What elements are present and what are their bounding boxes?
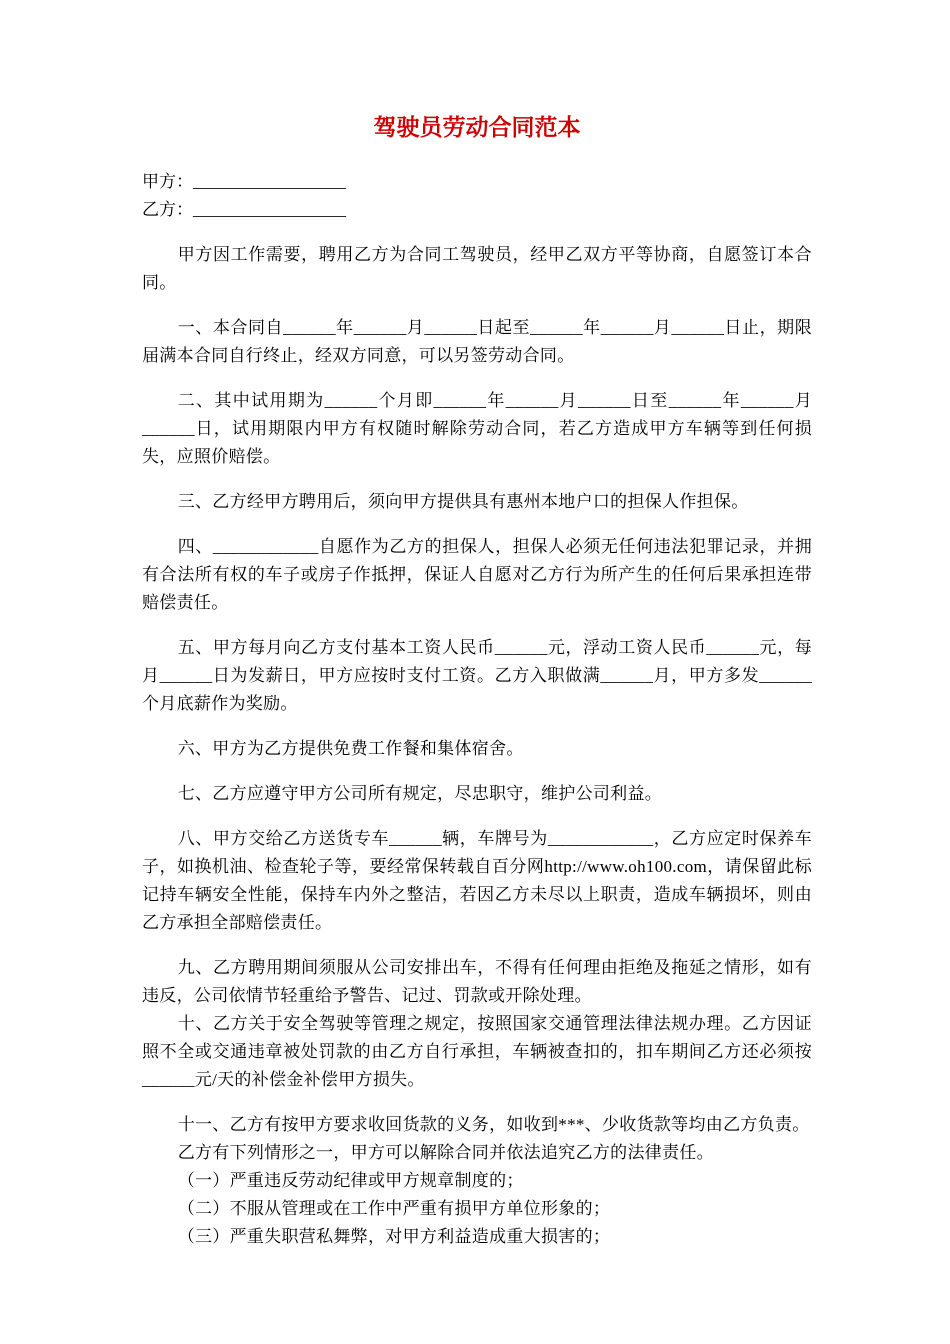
paragraph-clause-7: 七、乙方应遵守甲方公司所有规定，尽忠职守，维护公司利益。 [177, 784, 663, 803]
document-title: 驾驶员劳动合同范本 [373, 115, 581, 140]
paragraph-clause-11: 十一、乙方有按甲方要求收回货款的义务，如收到***、少收货款等均由乙方负责。 [177, 1115, 810, 1134]
party-a-blank: __________________ [193, 172, 346, 191]
party-b-blank: __________________ [193, 200, 346, 219]
paragraph-clause-2: 二、其中试用期为______个月即______年______月______日至______年______月______日，试用期限内甲方有权随时解除劳动合同，若乙方造成甲方车辆等到任何损失，应照价赔偿。 [142, 391, 812, 466]
paragraph-termination-intro: 乙方有下列情形之一，甲方可以解除合同并依法追究乙方的法律责任。 [177, 1143, 714, 1162]
party-b-label: 乙方： [142, 200, 193, 219]
paragraph-clause-9: 九、乙方聘用期间须服从公司安排出车，不得有任何理由拒绝及拖延之情形，如有违反，公司依情节轻重给予警告、记过、罚款或开除处理。 [142, 958, 812, 1005]
party-b-line [142, 196, 812, 224]
paragraph-clause-10: 十、乙方关于安全驾驶等管理之规定，按照国家交通管理法律法规办理。乙方因证照不全或交通违章被处罚款的由乙方自行承担，车辆被查扣的，扣车期间乙方还必须按______元/天的补偿金补偿甲方损失。 [142, 1014, 812, 1089]
paragraph-clause-3: 三、乙方经甲方聘用后，须向甲方提供具有惠州本地户口的担保人作担保。 [177, 492, 749, 511]
paragraph-clause-1: 一、本合同自______年______月______日起至______年______月______日止，期限届满本合同自行终止，经双方同意，可以另签劳动合同。 [142, 318, 812, 365]
party-a-line [142, 168, 812, 196]
paragraph-clause-6: 六、甲方为乙方提供免费工作餐和集体宿舍。 [177, 739, 524, 758]
paragraph-intro: 甲方因工作需要，聘用乙方为合同工驾驶员，经甲乙双方平等协商，自愿签订本合同。 [142, 245, 812, 292]
paragraph-termination-item-1: （一）严重违反劳动纪律或甲方规章制度的； [177, 1171, 524, 1190]
paragraph-clause-5: 五、甲方每月向乙方支付基本工资人民币______元，浮动工资人民币______元，每月______日为发薪日，甲方应按时支付工资。乙方入职做满______月，甲方多发______个月底薪作为奖励。 [142, 638, 812, 713]
paragraph-termination-item-2: （二）不服从管理或在工作中严重有损甲方单位形象的； [177, 1199, 611, 1218]
party-a-label: 甲方： [142, 172, 193, 191]
paragraph-termination-item-3: （三）严重失职营私舞弊，对甲方利益造成重大损害的； [177, 1227, 611, 1246]
paragraph-clause-4: 四、____________自愿作为乙方的担保人，担保人必须无任何违法犯罪记录，并拥有合法所有权的车子或房子作抵押，保证人自愿对乙方行为所产生的任何后果承担连带赔偿责任。 [142, 537, 812, 612]
paragraph-clause-8: 八、甲方交给乙方送货专车______辆，车牌号为____________，乙方应定时保养车子，如换机油、检查轮子等，要经常保转载自百分网http://www.oh100.com，请保留此标记持车辆安全性能，保持车内外之整洁，若因乙方未尽以上职责，造成车辆损坏，则由乙方承担全部赔偿责任。 [142, 829, 812, 932]
